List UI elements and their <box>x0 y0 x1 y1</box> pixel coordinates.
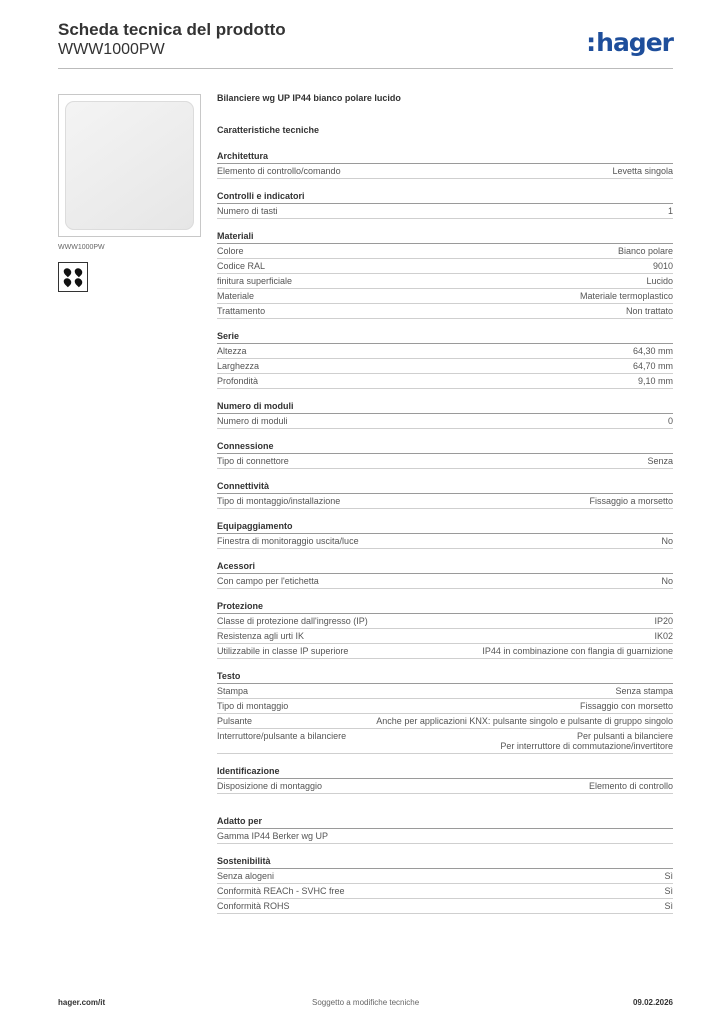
spec-value: Senza stampa <box>615 686 673 696</box>
spec-label: Larghezza <box>217 361 260 371</box>
spec-section <box>217 331 673 389</box>
footer-date: 09.02.2026 <box>632 998 673 1007</box>
spec-section <box>217 766 673 794</box>
spec-row <box>217 164 673 179</box>
spec-section <box>217 231 673 319</box>
spec-row <box>217 454 673 469</box>
spec-label: Materiale <box>217 291 255 301</box>
section-title: Sostenibilità <box>217 856 673 869</box>
product-name: Bilanciere wg UP IP44 bianco polare lucido <box>217 93 401 103</box>
section-title: Controlli e indicatori <box>217 191 673 204</box>
spec-value: Levetta singola <box>612 166 673 176</box>
spec-row <box>217 274 673 289</box>
spec-row <box>217 359 673 374</box>
section-title: Testo <box>217 671 673 684</box>
spec-row <box>217 414 673 429</box>
section-title: Identificazione <box>217 766 673 779</box>
spec-section <box>217 151 673 179</box>
spec-value: Fissaggio a morsetto <box>589 496 673 506</box>
spec-value: Elemento di controllo <box>588 781 673 791</box>
spec-sections <box>217 151 673 914</box>
spec-label: Conformità ROHS <box>217 901 290 911</box>
spec-label: Numero di tasti <box>217 206 278 216</box>
spec-label: Senza alogeni <box>217 871 275 881</box>
spec-label: Classe di protezione dall'ingresso (IP) <box>217 616 368 626</box>
spec-section <box>217 191 673 219</box>
spec-row <box>217 884 673 899</box>
spec-value: Lucido <box>646 276 673 286</box>
spec-label: Colore <box>217 246 244 256</box>
spec-label: Tipo di montaggio <box>217 701 289 711</box>
product-image-caption: WWW1000PW <box>58 244 105 251</box>
spec-value: Sì <box>664 901 673 911</box>
footer-website: hager.com/it <box>58 998 106 1007</box>
spec-row <box>217 344 673 359</box>
spec-value: Sì <box>664 871 673 881</box>
spec-label: Stampa <box>217 686 249 696</box>
spec-value: Per pulsanti a bilanciere Per interruttore di commutazione/invertitore <box>500 731 673 751</box>
spec-value: No <box>661 536 673 546</box>
specifications <box>217 93 673 914</box>
spec-label: Elemento di controllo/comando <box>217 166 341 176</box>
spec-row <box>217 729 673 754</box>
section-title: Connessione <box>217 441 673 454</box>
spec-label: Trattamento <box>217 306 266 316</box>
spec-row <box>217 644 673 659</box>
spec-value: IP44 in combinazione con flangia di guarnizione <box>482 646 673 656</box>
spec-value: Bianco polare <box>617 246 673 256</box>
spec-row <box>217 534 673 549</box>
section-title: Serie <box>217 331 673 344</box>
spec-section <box>217 521 673 549</box>
spec-label: Gamma IP44 Berker wg UP <box>217 831 329 841</box>
spec-value: 0 <box>667 416 673 426</box>
spec-value: Anche per applicazioni KNX: pulsante singolo e pulsante di gruppo singolo <box>376 716 673 726</box>
spec-value: Sì <box>664 886 673 896</box>
section-title: Adatto per <box>217 816 673 829</box>
section-title: Equipaggiamento <box>217 521 673 534</box>
spec-row <box>217 259 673 274</box>
spec-section <box>217 816 673 844</box>
spec-label: Numero di moduli <box>217 416 288 426</box>
spec-row <box>217 374 673 389</box>
water-drops-icon <box>58 262 88 292</box>
spec-label: Resistenza agli urti IK <box>217 631 305 641</box>
spec-value: IK02 <box>654 631 673 641</box>
spec-section <box>217 481 673 509</box>
spec-row <box>217 829 673 844</box>
spec-value: 64,30 mm <box>632 346 673 356</box>
spec-row <box>217 684 673 699</box>
spec-section <box>217 671 673 754</box>
spec-label: Utilizzabile in classe IP superiore <box>217 646 349 656</box>
spec-section <box>217 856 673 914</box>
page-header <box>58 20 673 70</box>
spec-section <box>217 601 673 659</box>
rocker-switch-image <box>65 101 194 230</box>
spec-value: Senza <box>647 456 673 466</box>
section-title: Acessori <box>217 561 673 574</box>
section-title: Connettività <box>217 481 673 494</box>
features-title: Caratteristiche tecniche <box>217 125 320 135</box>
spec-label: Disposizione di montaggio <box>217 781 323 791</box>
spec-label: Altezza <box>217 346 247 356</box>
spec-row <box>217 869 673 884</box>
section-title: Architettura <box>217 151 673 164</box>
section-title: Numero di moduli <box>217 401 673 414</box>
spec-section <box>217 401 673 429</box>
spec-row <box>217 494 673 509</box>
spec-label: finitura superficiale <box>217 276 293 286</box>
spec-value: 9010 <box>652 261 673 271</box>
section-title: Materiali <box>217 231 673 244</box>
spec-label: Codice RAL <box>217 261 266 271</box>
spec-value: 1 <box>667 206 673 216</box>
spec-value: Fissaggio con morsetto <box>579 701 673 711</box>
spec-value: IP20 <box>654 616 673 626</box>
spec-section <box>217 561 673 589</box>
product-code: WWW1000PW <box>58 41 165 58</box>
spec-label: Conformità REACh - SVHC free <box>217 886 345 896</box>
spec-label: Interruttore/pulsante a bilanciere <box>217 731 347 741</box>
header-divider <box>58 68 673 69</box>
spec-value: Materiale termoplastico <box>579 291 673 301</box>
spec-row <box>217 714 673 729</box>
spec-value: Non trattato <box>625 306 673 316</box>
spec-value: 64,70 mm <box>632 361 673 371</box>
product-image <box>58 94 201 237</box>
spec-row <box>217 574 673 589</box>
footer-notice: Soggetto a modifiche tecniche <box>312 998 420 1007</box>
spec-section <box>217 441 673 469</box>
spec-row <box>217 614 673 629</box>
spec-label: Con campo per l'etichetta <box>217 576 319 586</box>
spec-label: Pulsante <box>217 716 253 726</box>
spec-row <box>217 289 673 304</box>
spec-value: No <box>661 576 673 586</box>
spec-row <box>217 304 673 319</box>
hager-logo: :hager <box>586 28 673 57</box>
spec-row <box>217 244 673 259</box>
section-title: Protezione <box>217 601 673 614</box>
spec-label: Profondità <box>217 376 259 386</box>
spec-label: Finestra di monitoraggio uscita/luce <box>217 536 359 546</box>
spec-label: Tipo di montaggio/installazione <box>217 496 341 506</box>
spec-label: Tipo di connettore <box>217 456 289 466</box>
document-title: Scheda tecnica del prodotto <box>58 20 286 39</box>
spec-value: 9,10 mm <box>637 376 673 386</box>
logo-text: hager <box>596 28 673 57</box>
spec-row <box>217 204 673 219</box>
spec-row <box>217 629 673 644</box>
spec-row <box>217 699 673 714</box>
spec-row <box>217 899 673 914</box>
spec-row <box>217 779 673 794</box>
